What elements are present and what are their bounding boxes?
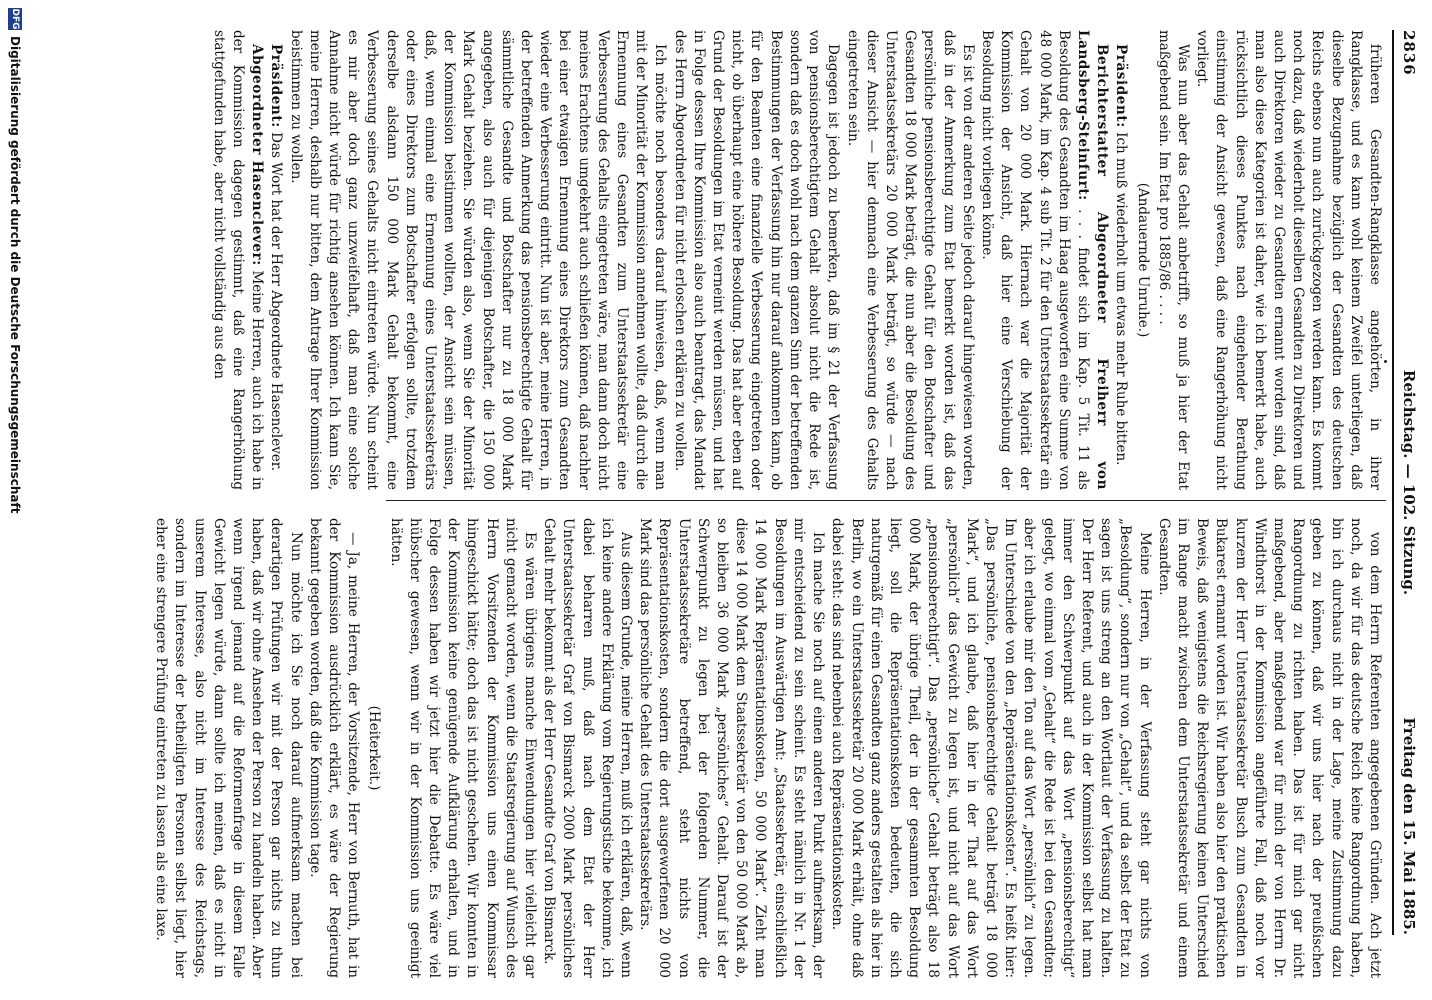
page-date: Freitag den 15. Mai 1885.	[1400, 717, 1418, 935]
paragraph-text: Ich möchte noch besonders darauf hinweisen, daß, wenn man mit der Minorität der Kommission annehmen wollte, daß durch die Ernennung eines Gesandten zum Unterstaatssekretär eine Verbesserung des Gehalts eingetreten wäre, man dann doch nicht meines Erachtens umgekehrt auch schließen können, daß nachher bei einer etwaigen Ernennung eines Direktors zum Gesandten wieder eine Verbesserung eintritt. Nun ist aber, meine Herren, in der betreffenden Anmerkung das pensionsberechtigte Gehalt für sämmtliche Gesandte und Botschafter nur zu 18 000 Mark angegeben, also auch für diejenigen Botschafter, die 150 000 Mark Gehalt beziehen. Sie würden also, wenn Sie der Minorität der Kommission beistimmen wollten, der Ansicht sein müssen, daß, wenn einmal eine Ernennung eines Unterstaatssekretärs oder eines Direktors zum Botschafter erfolgen sollte, trotzdem derselbe alsdann 150 000 Mark Gehalt bekommt, eine Verbesserung seines Gehalts nicht eintreten würde. Nun scheint es mir aber doch ganz unzweifelhaft, daß man eine solche Annahme nicht würde für richtig ansehen können. Ich kann Sie, meine Herren, deshalb nur bitten, dem Antrage Ihrer Kommission beistimmen zu wollen.	[287, 30, 669, 490]
paragraph-text: Dagegen ist jedoch zu bemerken, daß im § 21 der Verfassung von pensionsberechtigtem Gehalt absolut nicht die Rede ist, sondern daß es doch wohl nach dem ganzen Sinn der betreffenden Bestimmungen der Verfassung hin nur darauf ankommen kann, ob für den Beamten eine finanzielle Verbesserung eingetreten oder nicht, ob überhaupt eine höhere Besoldung. Das hat aber eben auf Grund der Besoldungen im Etat verneint werden müssen, und hat in Folge dessen Ihre Kommission also auch beantragt, das Mandat des Herrn Abgeordneten für nicht erloschen erklären zu wollen.	[671, 30, 842, 490]
text-paragraph	[1111, 30, 1130, 490]
page-title: Reichstag. — 102. Sitzung.	[1400, 369, 1418, 596]
paragraph-text: Es ist von der anderen Seite jedoch darauf hingewiesen worden, daß in der Anmerkung zum Etat bemerkt worden ist, daß das persönliche pensionsberechtigte Gehalt für den Botschafter und Gesandten 18 000 Mark beträgt, die nun aber die Besoldung des Unterstaatssekretärs 20 000 Mark beträgt, so würde — nach dieser Ansicht — hier demnach eine Verbesserung des Gehalts eingetreten sein.	[844, 30, 976, 490]
text-paragraph	[1154, 518, 1384, 978]
dfg-logo: DFG	[10, 8, 20, 30]
paragraph-text: Aus diesem Grunde, meine Herren, muß ich erklären, daß, wenn ich keine andere Erklärung vom Regierungstische bekomme, ich dabei beharren muß, daß nach dem Etat der Herr Unterstaatssekretär Graf von Bismarck 2000 Mark persönliches Gehalt mehr bekommt als der Herr Gesandte Graf von Bismarck.	[541, 518, 635, 978]
text-paragraph	[669, 30, 842, 490]
text-paragraph	[209, 30, 267, 490]
paragraph-text: früheren Gesandten-Rangklasse angehörten, in ihrer Rangklasse, und es kann wohl keinem Zweifel unterliegen, daß dieselbe Bezugnahme bezüglich der Gesandten des deutschen Reichs ebenso nun auch zurückgezogen werden kann. Es kommt noch dazu, daß wiederholt dieselben Gesandten zu Direktoren und auch Direktoren wieder zu Gesandten ernannt worden sind, daß man also diese Kategorien ist daher, wie ich bemerkt habe, auch rücksichtlich dieses Punktes nach eingehender Berathung einstimmig der Ansicht gewesen, daß eine Rangerhöhung nicht vorliegt.	[1194, 30, 1383, 490]
text-paragraph	[827, 518, 1153, 978]
page-header	[1392, 30, 1420, 935]
speaker-name: Präsident:	[268, 44, 285, 128]
text-paragraph	[385, 518, 539, 978]
paragraph-text: von dem Herrn Referenten angegebenen Gründen. Ach jetzt noch, da wir für das deutsche Reich keine Rangordnung haben, bin ich durchaus nicht in der Lage, meine Zustimmung dazu geben zu können, daß wir uns hier nach der preußischen Rangordnung zu richten haben. Das ist für mich gar nicht maßgebend, aber maßgebend war für mich der von Herrn Dr. Windthorst in der Kommission angeführte Fall, daß noch vor kurzem der Herr Unterstaatssekretär Busch zum Gesandten in Bukarest ernannt worden ist. Wir haben also hier den praktischen Beweis, daß wenigstens die Reichsregierung keinen Unterschied im Range macht zwischen dem Unterstaatssekretär und einem Gesandten.	[1155, 518, 1383, 978]
paragraph-text: Ich mache Sie noch auf einen anderen Punkt aufmerksam, der mir entscheidend zu sein scheint. Es steht nämlich in Nr. 1 der Besoldungen im Auswärtigen Amt: „Staatssekretär, einschließlich 14 000 Mark Repräsentationskosten, 50 000 Mark“. Zieht man diese 14 000 Mark dem Staatssekretär von den 50 000 Mark ab, so bleiben 36 000 Mark „persönliches“ Gehalt. Darauf ist der Schwerpunkt zu legen bei der folgenden Nummer, die Unterstaatssekretäre betreffend, steht nichts von Repräsentationskosten, sondern die dort ausgeworfenen 20 000 Mark sind das persönliche Gehalt des Unterstaatssekretärs.	[637, 518, 827, 978]
paragraph-text: Nun möchte ich Sie noch darauf aufmerksam machen bei derartigen Prüfungen wir mit der Person gar nichts zu thun haben, daß wir ohne Ansehen der Person zu handeln haben. Aber wenn irgend jemand auf die Reformenfrage in diesem Falle Gewicht legen würde, dann sollte ich meinen, daß es nicht in unserem Interesse, also nicht im Interesse des Reichstags, sondern im Interesse der betheiligten Personen selbst liegt, hier eher eine strengere Prüfung eintreten zu lassen als eine laxe.	[153, 518, 304, 978]
paragraph-text: Meine Herren, in der Verfassung steht gar nichts von „Besoldung“, sondern nur von „Gehalt“, und da selbst der Etat zu sagen ist uns streng an den Wortlaut der Verfassung zu halten. Der Herr Referent, und auch in der Kommission selbst hat man immer den Schwerpunkt auf das Wort „pensionsberechtigt“ gelegt, wo einmal vom „Gehalt“ die Rede ist bei den Gesandten; aber ich erlaube mir den Ton auf das Wort „persönlich“ zu legen. Im Unterschiede von den „Repräsentationskosten“. Es heißt hier: „Das persönliche, pensionsberechtigte Gehalt beträgt 18 000 Mark“, und ich glaube, daß hier in der That auf das Wort „persönlich“ das Gewicht zu legen ist, und nicht auf das Wort „pensionsberechtigt“. Das „persönliche“ Gehalt beträgt also 18 000 Mark, der übrige Theil, der in der gesammten Besoldung liegt, soll die Repräsentationskosten bedeuten, die sich naturgemäß für einen Gesandten ganz anders gestalten als hier in Berlin, wo ein Unterstaatssekretär 20 000 Mark erhält, ohne daß dabei steht: das sind nebenbei auch Repräsentationskosten.	[829, 518, 1153, 978]
text-paragraph	[1154, 30, 1192, 490]
speck-mark	[1384, 360, 1387, 363]
text-paragraph	[305, 518, 363, 978]
text-paragraph	[266, 30, 285, 490]
paragraph-text: Es wären übrigens manche Einwendungen hier vielleicht gar nicht gemacht worden, wenn die Staatsregierung auf Wunsch des Herrn Vorsitzenden der Kommission uns einen Kommissar hingeschickt hätte; doch das ist nicht geschehen. Wir konnten in der Kommission keine genügende Aufklärung erhalten, und in Folge dessen haben wir jetzt hier die Debatte. Es wäre viel hübscher gewesen, wenn wir in der Kommission uns geeinigt hätten.	[387, 518, 539, 978]
paragraph-text: Was nun aber das Gehalt anbetrifft, so muß ja hier der Etat maßgebend sein. Im Etat pro 1885/86 . . . .	[1155, 30, 1191, 490]
text-paragraph	[539, 518, 635, 978]
text-paragraph	[842, 30, 976, 490]
right-text-column	[84, 518, 1384, 978]
stage-direction: (Andauernde Unruhe.)	[1134, 182, 1151, 338]
paragraph-text: . . . findet sich im Kap. 5 Tit. 11 als Besoldung des Gesandten im Haag ausgeworfen eine Summe von 48 000 Mark, im Kap. 4 sub Tit. 2 für den Unterstaatssekretär ein Gehalt von 20 000 Mark. Hiernach war die Majorität der Kommission der Ansicht, daß hier eine Verschiebung der Besoldung nicht vorliegen könne.	[978, 30, 1091, 490]
paragraph-text: — Ja, meine Herren, der Vorsitzende, Herr von Bernuth, hat in der Kommission ausdrücklich erklärt, es wäre der Regierung bekannt gegeben worden, daß die Kommission tage.	[306, 518, 362, 978]
page-number: 2836	[1400, 30, 1418, 76]
text-paragraph	[1192, 30, 1384, 490]
left-text-column	[84, 30, 1384, 490]
digitization-footer	[0, 0, 30, 1000]
speaker-name: Abgeordneter Hasenclever:	[249, 44, 266, 266]
speaker-name: Berichterstatter Abgeordneter Freiherr von Landsberg-Steinfurt:	[1074, 30, 1111, 490]
text-paragraph	[285, 30, 669, 490]
stage-direction: (Heiterkeit.)	[366, 705, 383, 791]
text-paragraph	[635, 518, 827, 978]
column-divider	[386, 500, 1386, 501]
text-paragraph	[977, 30, 1111, 490]
paragraph-text: Ich muß wiederholt um etwas mehr Ruhe bitten.	[1113, 132, 1130, 466]
speaker-name: Präsident:	[1113, 44, 1130, 128]
paragraph-text: Das Wort hat der Herr Abgeordnete Hasenclever.	[268, 132, 285, 472]
text-paragraph	[151, 518, 305, 978]
footer-text: Digitalisierung gefördert durch die Deutsche Forschungsgemeinschaft	[8, 36, 22, 514]
paragraph-text: Meine Herren, auch ich habe in der Kommission dagegen gestimmt, daß eine Rangerhöhung stattgefunden habe, aber nicht vollständig aus den	[210, 30, 266, 490]
